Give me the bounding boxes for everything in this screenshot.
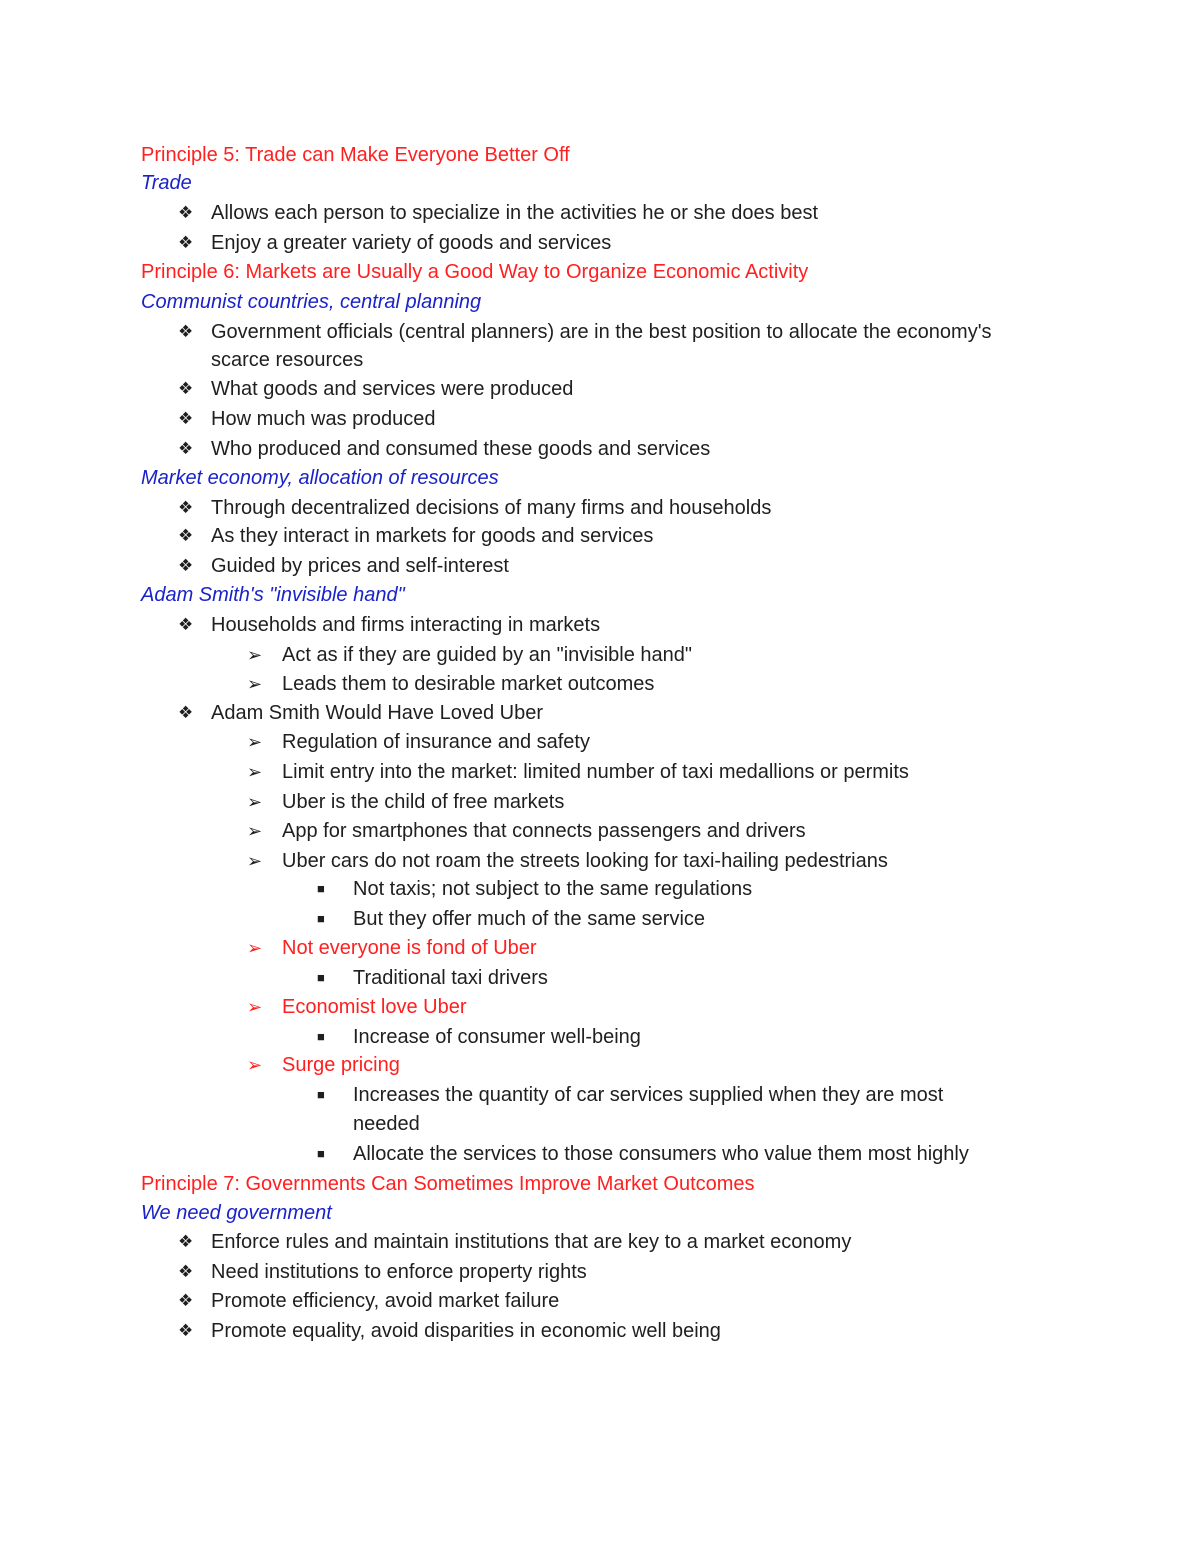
list-item-text: Not everyone is fond of Uber — [282, 937, 537, 959]
arrow-bullet-icon: ➢ — [247, 1055, 263, 1075]
list-item-text: Guided by prices and self-interest — [211, 555, 509, 577]
list-item — [0, 963, 1200, 993]
list-item-text: As they interact in markets for goods and services — [211, 525, 654, 547]
list-item-highlight — [0, 1050, 1200, 1080]
list-item-highlight — [0, 992, 1200, 1022]
square-bullet-icon: ■ — [317, 1087, 325, 1102]
list-item — [0, 551, 1200, 581]
subheading-we-need-government — [0, 1198, 1200, 1228]
list-item-text: Promote equality, avoid disparities in economic well being — [211, 1320, 721, 1342]
list-item-text: Adam Smith Would Have Loved Uber — [211, 702, 544, 724]
heading-principle-7 — [0, 1169, 1200, 1199]
subheading-invisible-hand — [0, 580, 1200, 610]
arrow-bullet-icon: ➢ — [247, 792, 263, 812]
list-item — [0, 610, 1200, 640]
list-item — [0, 521, 1200, 551]
diamond-bullet-icon: ❖ — [178, 439, 194, 458]
list-item-text: Uber cars do not roam the streets looking for taxi-hailing pedestrians — [282, 850, 888, 872]
list-item-text: Who produced and consumed these goods and services — [211, 438, 711, 460]
list-item — [0, 374, 1200, 404]
diamond-bullet-icon: ❖ — [178, 526, 194, 545]
diamond-bullet-icon: ❖ — [178, 556, 194, 575]
heading-text: Principle 6: Markets are Usually a Good Way to Organize Economic Activity — [141, 261, 809, 283]
subheading-trade — [0, 168, 1200, 198]
list-item-text: Not taxis; not subject to the same regulations — [353, 878, 753, 900]
heading-text: Principle 5: Trade can Make Everyone Better Off — [141, 144, 570, 166]
list-item-text: How much was produced — [211, 408, 436, 430]
diamond-bullet-icon: ❖ — [178, 1262, 194, 1281]
arrow-bullet-icon: ➢ — [247, 938, 263, 958]
subheading-market-economy — [0, 463, 1200, 493]
list-item-text: Need institutions to enforce property rights — [211, 1261, 587, 1283]
diamond-bullet-icon: ❖ — [178, 1232, 194, 1251]
list-item-text: Enforce rules and maintain institutions that are key to a market economy — [211, 1231, 852, 1253]
list-item — [0, 727, 1200, 757]
list-item — [0, 1139, 1200, 1169]
diamond-bullet-icon: ❖ — [178, 233, 194, 252]
diamond-bullet-icon: ❖ — [178, 409, 194, 428]
list-item-text: scarce resources — [211, 349, 364, 371]
arrow-bullet-icon: ➢ — [247, 645, 263, 665]
list-item-continuation — [0, 1109, 1200, 1139]
list-item — [0, 1022, 1200, 1052]
list-item — [0, 640, 1200, 670]
square-bullet-icon: ■ — [317, 881, 325, 896]
list-item-text: Increases the quantity of car services supplied when they are most — [353, 1084, 944, 1106]
list-item-text: Surge pricing — [282, 1054, 400, 1076]
arrow-bullet-icon: ➢ — [247, 821, 263, 841]
list-item-text: Government officials (central planners) are in the best position to allocate the economy's — [211, 321, 992, 343]
list-item — [0, 228, 1200, 258]
list-item — [0, 904, 1200, 934]
heading-principle-6 — [0, 257, 1200, 287]
list-item-text: Allows each person to specialize in the activities he or she does best — [211, 202, 819, 224]
diamond-bullet-icon: ❖ — [178, 203, 194, 222]
arrow-bullet-icon: ➢ — [247, 674, 263, 694]
list-item-text: needed — [353, 1113, 420, 1135]
list-item — [0, 698, 1200, 728]
list-item — [0, 1080, 1200, 1110]
list-item-continuation — [0, 345, 1200, 375]
list-item-text: Enjoy a greater variety of goods and services — [211, 232, 612, 254]
list-item — [0, 198, 1200, 228]
arrow-bullet-icon: ➢ — [247, 997, 263, 1017]
list-item-text: What goods and services were produced — [211, 378, 574, 400]
list-item — [0, 757, 1200, 787]
list-item-text: Allocate the services to those consumers who value them most highly — [353, 1143, 969, 1165]
diamond-bullet-icon: ❖ — [178, 1291, 194, 1310]
list-item-text: Households and firms interacting in markets — [211, 614, 601, 636]
list-item-text: Traditional taxi drivers — [353, 967, 548, 989]
arrow-bullet-icon: ➢ — [247, 851, 263, 871]
list-item — [0, 493, 1200, 523]
square-bullet-icon: ■ — [317, 1146, 325, 1161]
subheading-text: We need government — [141, 1202, 332, 1224]
arrow-bullet-icon: ➢ — [247, 762, 263, 782]
diamond-bullet-icon: ❖ — [178, 1321, 194, 1340]
diamond-bullet-icon: ❖ — [178, 703, 194, 722]
list-item-text: Uber is the child of free markets — [282, 791, 565, 813]
list-item-text: Limit entry into the market: limited number of taxi medallions or permits — [282, 761, 909, 783]
diamond-bullet-icon: ❖ — [178, 615, 194, 634]
list-item — [0, 1227, 1200, 1257]
list-item — [0, 816, 1200, 846]
list-item-text: Act as if they are guided by an "invisible hand" — [282, 644, 692, 666]
subheading-text: Communist countries, central planning — [141, 291, 482, 313]
square-bullet-icon: ■ — [317, 1029, 325, 1044]
list-item-text: Regulation of insurance and safety — [282, 731, 590, 753]
subheading-text: Adam Smith's "invisible hand" — [141, 584, 405, 606]
list-item-text: But they offer much of the same service — [353, 908, 706, 930]
subheading-text: Trade — [141, 172, 192, 194]
list-item — [0, 1316, 1200, 1346]
list-item — [0, 1286, 1200, 1316]
list-item-highlight — [0, 933, 1200, 963]
arrow-bullet-icon: ➢ — [247, 732, 263, 752]
diamond-bullet-icon: ❖ — [178, 322, 194, 341]
list-item — [0, 669, 1200, 699]
list-item — [0, 317, 1200, 347]
list-item-text: Increase of consumer well-being — [353, 1026, 641, 1048]
list-item-text: Economist love Uber — [282, 996, 467, 1018]
subheading-communist-countries — [0, 287, 1200, 317]
list-item — [0, 1257, 1200, 1287]
square-bullet-icon: ■ — [317, 911, 325, 926]
heading-text: Principle 7: Governments Can Sometimes Improve Market Outcomes — [141, 1173, 755, 1195]
list-item-text: Promote efficiency, avoid market failure — [211, 1290, 560, 1312]
list-item — [0, 846, 1200, 876]
list-item — [0, 787, 1200, 817]
subheading-text: Market economy, allocation of resources — [141, 467, 499, 489]
diamond-bullet-icon: ❖ — [178, 498, 194, 517]
list-item-text: Leads them to desirable market outcomes — [282, 673, 655, 695]
heading-principle-5 — [0, 140, 1200, 170]
list-item-text: Through decentralized decisions of many firms and households — [211, 497, 772, 519]
diamond-bullet-icon: ❖ — [178, 379, 194, 398]
list-item — [0, 434, 1200, 464]
square-bullet-icon: ■ — [317, 970, 325, 985]
list-item-text: App for smartphones that connects passengers and drivers — [282, 820, 806, 842]
list-item — [0, 874, 1200, 904]
list-item — [0, 404, 1200, 434]
